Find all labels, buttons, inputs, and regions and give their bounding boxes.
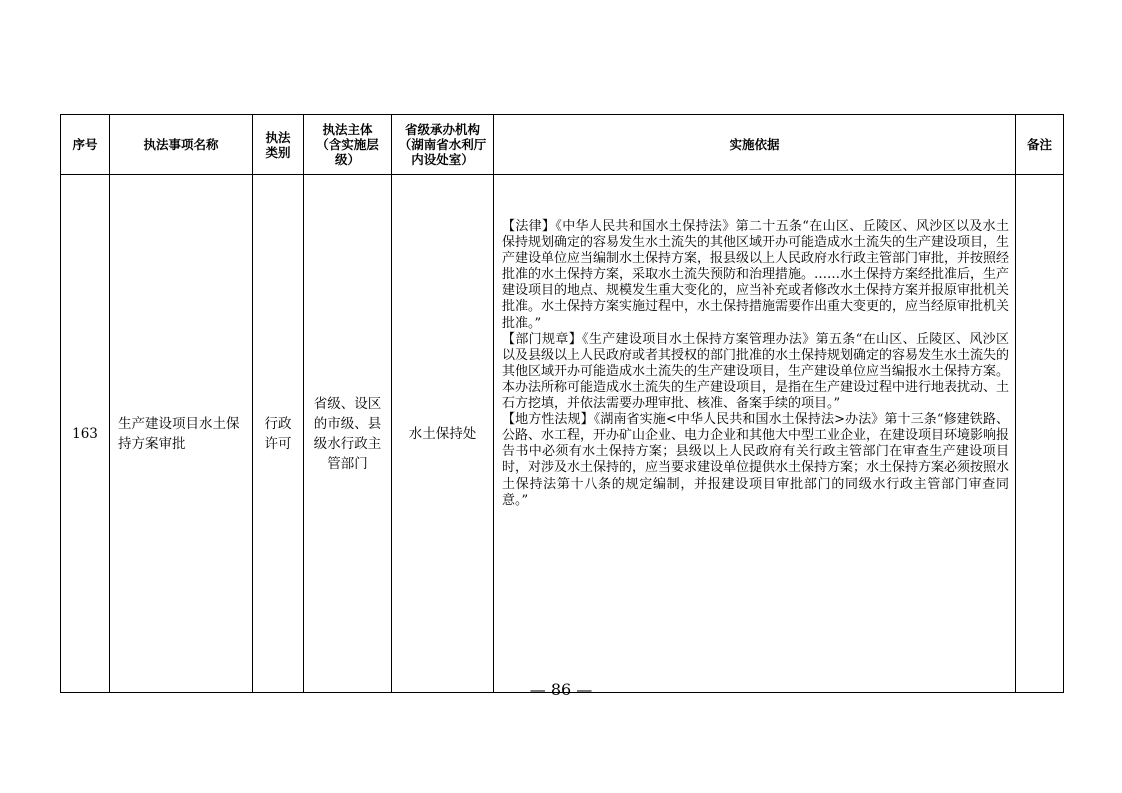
header-remarks: 备注 [1016, 115, 1064, 175]
basis-department-rule: 【部门规章】《生产建设项目水土保持方案管理办法》第五条“在山区、丘陵区、风沙区以及县级以上人民政府或者其授权的部门批准的水土保持规划确定的容易发生水土流失的其他区域开办可能造成水土流失的生产建设项目，生产建设单位应当编报水土保持方案。本办法所称可能造成水土流失的生产建设项目，是指在生产建设过程中进行地表扰动、土石方挖填，并依法需要办理审批、核准、备案手续的项目。” [502, 331, 1010, 412]
table-row [61, 175, 1064, 693]
cell-item-name: 生产建设项目水土保持方案审批 [110, 175, 253, 693]
page-number: — 86 — [529, 680, 593, 699]
table-header-row [61, 115, 1064, 175]
cell-agency: 水土保持处 [392, 175, 494, 693]
cell-basis [494, 175, 1016, 693]
basis-local-regulation: 【地方性法规】《湖南省实施<中华人民共和国水土保持法>办法》第十三条“修建铁路、公路、水工程，开办矿山企业、电力企业和其他大中型工业企业，在建设项目环境影响报告书中必须有水土保持方案；县级以上人民政府有关行政主管部门在审查生产建设项目时，对涉及水土保持的，应当要求建设单位提供水土保持方案；水土保持方案必须按照水土保持法第十八条的规定编制，并报建设项目审批部门的同级水行政主管部门审查同意。” [502, 412, 1010, 508]
cell-remarks [1016, 175, 1064, 693]
cell-seq: 163 [61, 175, 110, 693]
enforcement-items-table [60, 114, 1064, 693]
header-seq: 序号 [61, 115, 110, 175]
header-category: 执法类别 [253, 115, 304, 175]
basis-law: 【法律】《中华人民共和国水土保持法》第二十五条“在山区、丘陵区、风沙区以及水土保持规划确定的容易发生水土流失的其他区域开办可能造成水土流失的生产建设项目，生产建设单位应当编制水土保持方案，报县级以上人民政府水行政主管部门审批，并按照经批准的水土保持方案，采取水土流失预防和治理措施。……水土保持方案经批准后，生产建设项目的地点、规模发生重大变化的，应当补充或者修改水土保持方案并报原审批机关批准。水土保持方案实施过程中，水土保持措施需要作出重大变更的，应当经原审批机关批准。” [502, 219, 1010, 331]
header-basis: 实施依据 [494, 115, 1016, 175]
header-agency: 省级承办机构（湖南省水利厅内设处室） [392, 115, 494, 175]
header-item-name: 执法事项名称 [110, 115, 253, 175]
cell-subject: 省级、设区的市级、县级水行政主管部门 [304, 175, 392, 693]
cell-category: 行政许可 [253, 175, 304, 693]
header-subject: 执法主体（含实施层级） [304, 115, 392, 175]
